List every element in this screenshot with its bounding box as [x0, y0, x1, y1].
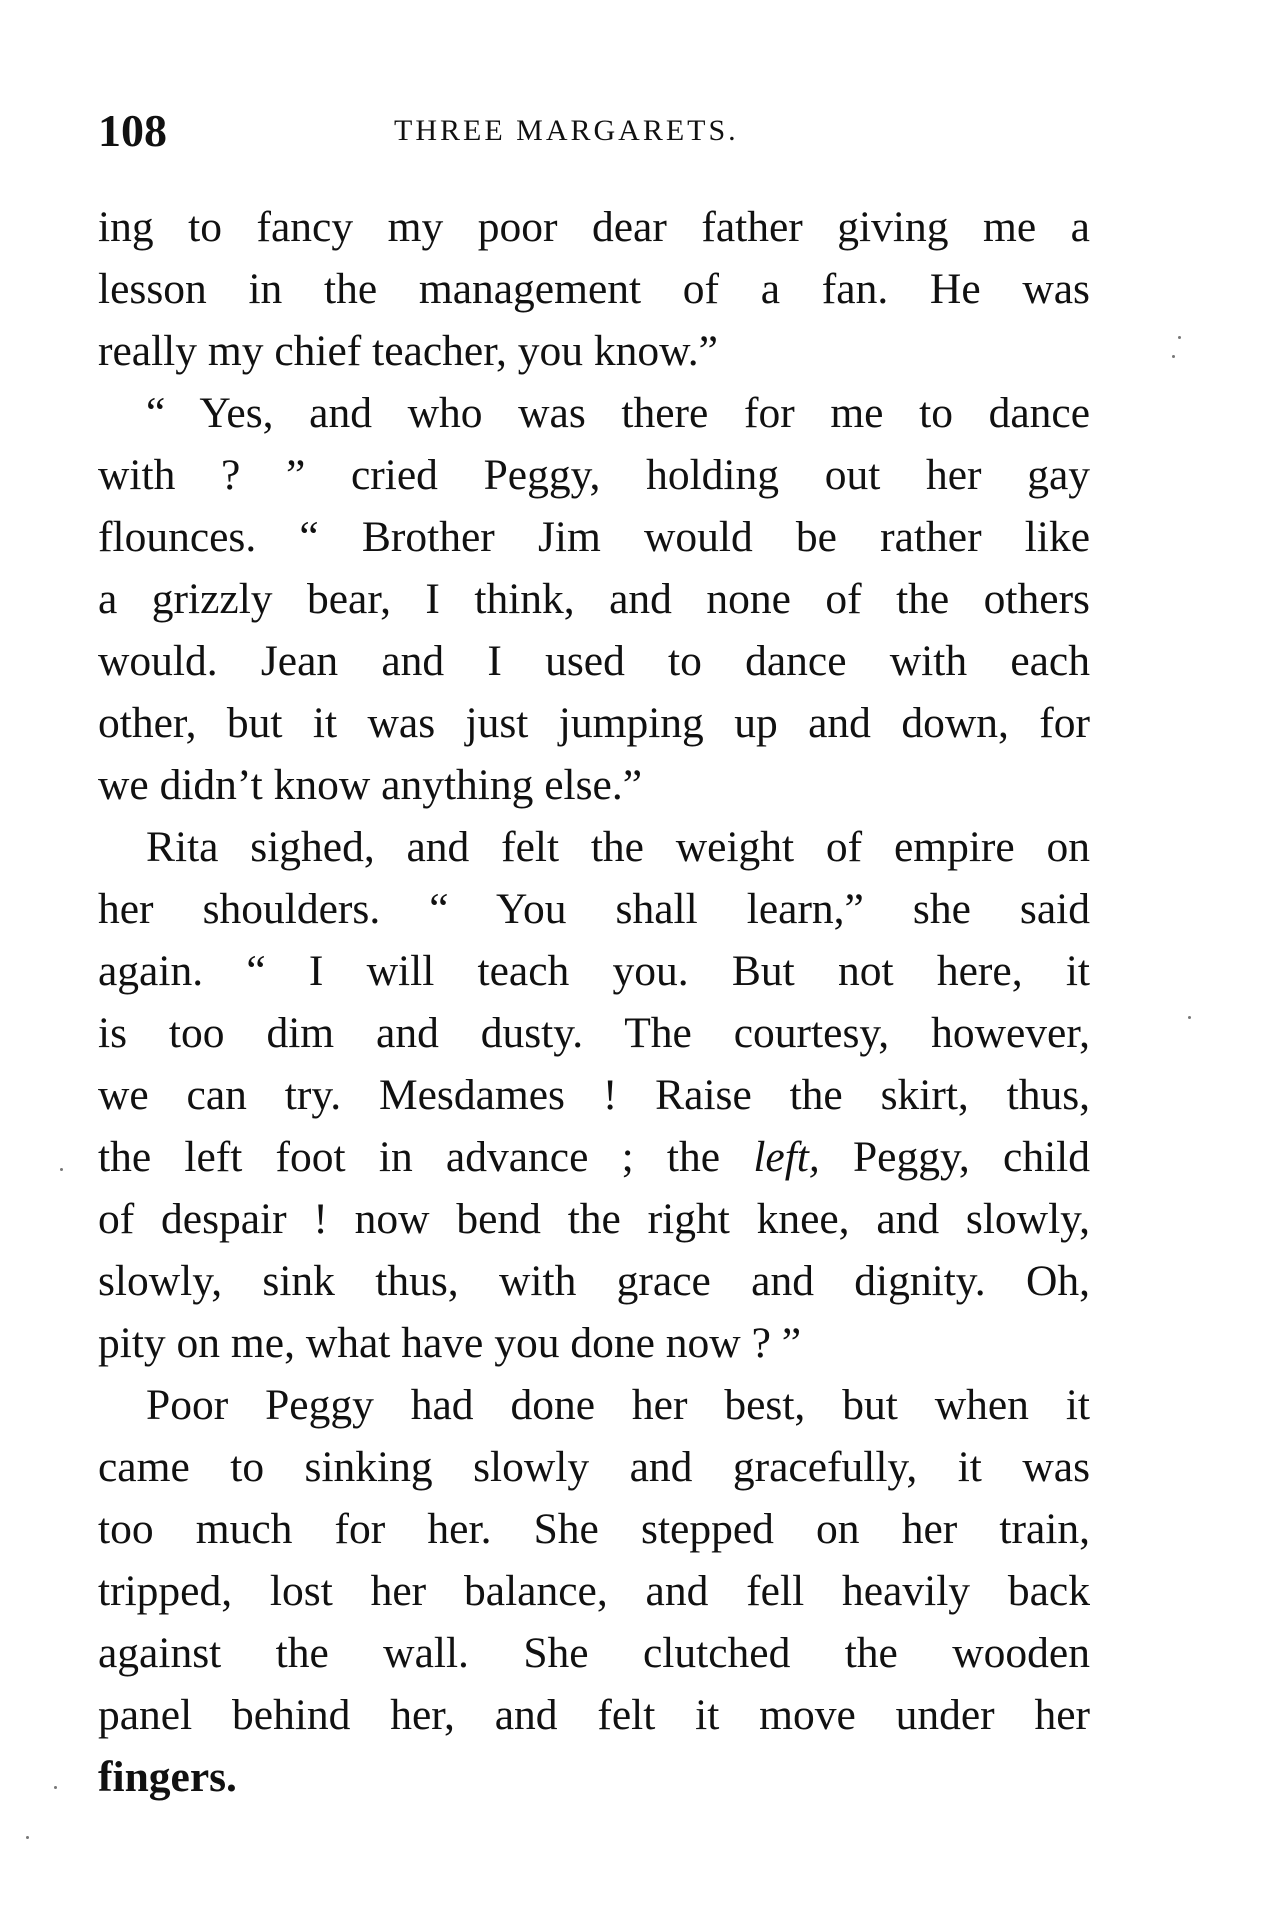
- text-line: too much for her. She stepped on her train,: [98, 1505, 1090, 1553]
- text-line: flounces. “ Brother Jim would be rather like: [98, 513, 1090, 561]
- text-line: would. Jean and I used to dance with each: [98, 637, 1090, 685]
- paper-speck: [1172, 355, 1175, 358]
- text-line: against the wall. She clutched the wooden: [98, 1629, 1090, 1677]
- text-line: came to sinking slowly and gracefully, it was: [98, 1443, 1090, 1491]
- page-number: 108: [98, 105, 167, 156]
- text-line: “ Yes, and who was there for me to dance: [146, 389, 1090, 437]
- body-text: [98, 196, 1090, 1808]
- text-line: Poor Peggy had done her best, but when it: [146, 1381, 1090, 1429]
- running-title: THREE MARGARETS.: [394, 114, 739, 147]
- text-line: we didn’t know anything else.”: [98, 761, 643, 809]
- paper-speck: [60, 1168, 63, 1171]
- text-line: fingers.: [98, 1753, 237, 1801]
- text-line: is too dim and dusty. The courtesy, however,: [98, 1009, 1090, 1057]
- text-line: really my chief teacher, you know.”: [98, 327, 718, 375]
- paper-speck: [1188, 1016, 1191, 1019]
- text-line: we can try. Mesdames ! Raise the skirt, thus,: [98, 1071, 1090, 1119]
- text-line: pity on me, what have you done now ? ”: [98, 1319, 802, 1367]
- italic-word: left,: [753, 1133, 820, 1181]
- text-line: Rita sighed, and felt the weight of empire on: [146, 823, 1090, 871]
- text-line: of despair ! now bend the right knee, and slowly,: [98, 1195, 1090, 1243]
- page-header: [98, 104, 1098, 164]
- text-line: again. “ I will teach you. But not here, it: [98, 947, 1090, 995]
- text-line: slowly, sink thus, with grace and dignity. Oh,: [98, 1257, 1090, 1305]
- text-line-with-italic: [98, 1126, 1090, 1188]
- text-segment: Peggy, child: [819, 1133, 1090, 1181]
- text-line: panel behind her, and felt it move under her: [98, 1691, 1090, 1739]
- paper-speck: [1178, 336, 1181, 339]
- text-line: her shoulders. “ You shall learn,” she said: [98, 885, 1090, 933]
- text-line: with ? ” cried Peggy, holding out her gay: [98, 451, 1090, 499]
- text-line: lesson in the management of a fan. He was: [98, 265, 1090, 313]
- paper-speck: [54, 1786, 57, 1789]
- text-segment: the left foot in advance ; the: [98, 1133, 754, 1181]
- text-line: other, but it was just jumping up and down, for: [98, 699, 1090, 747]
- text-line: tripped, lost her balance, and fell heavily back: [98, 1567, 1090, 1615]
- paper-speck: [26, 1836, 29, 1839]
- text-line: ing to fancy my poor dear father giving me a: [98, 203, 1090, 251]
- text-line: a grizzly bear, I think, and none of the others: [98, 575, 1090, 623]
